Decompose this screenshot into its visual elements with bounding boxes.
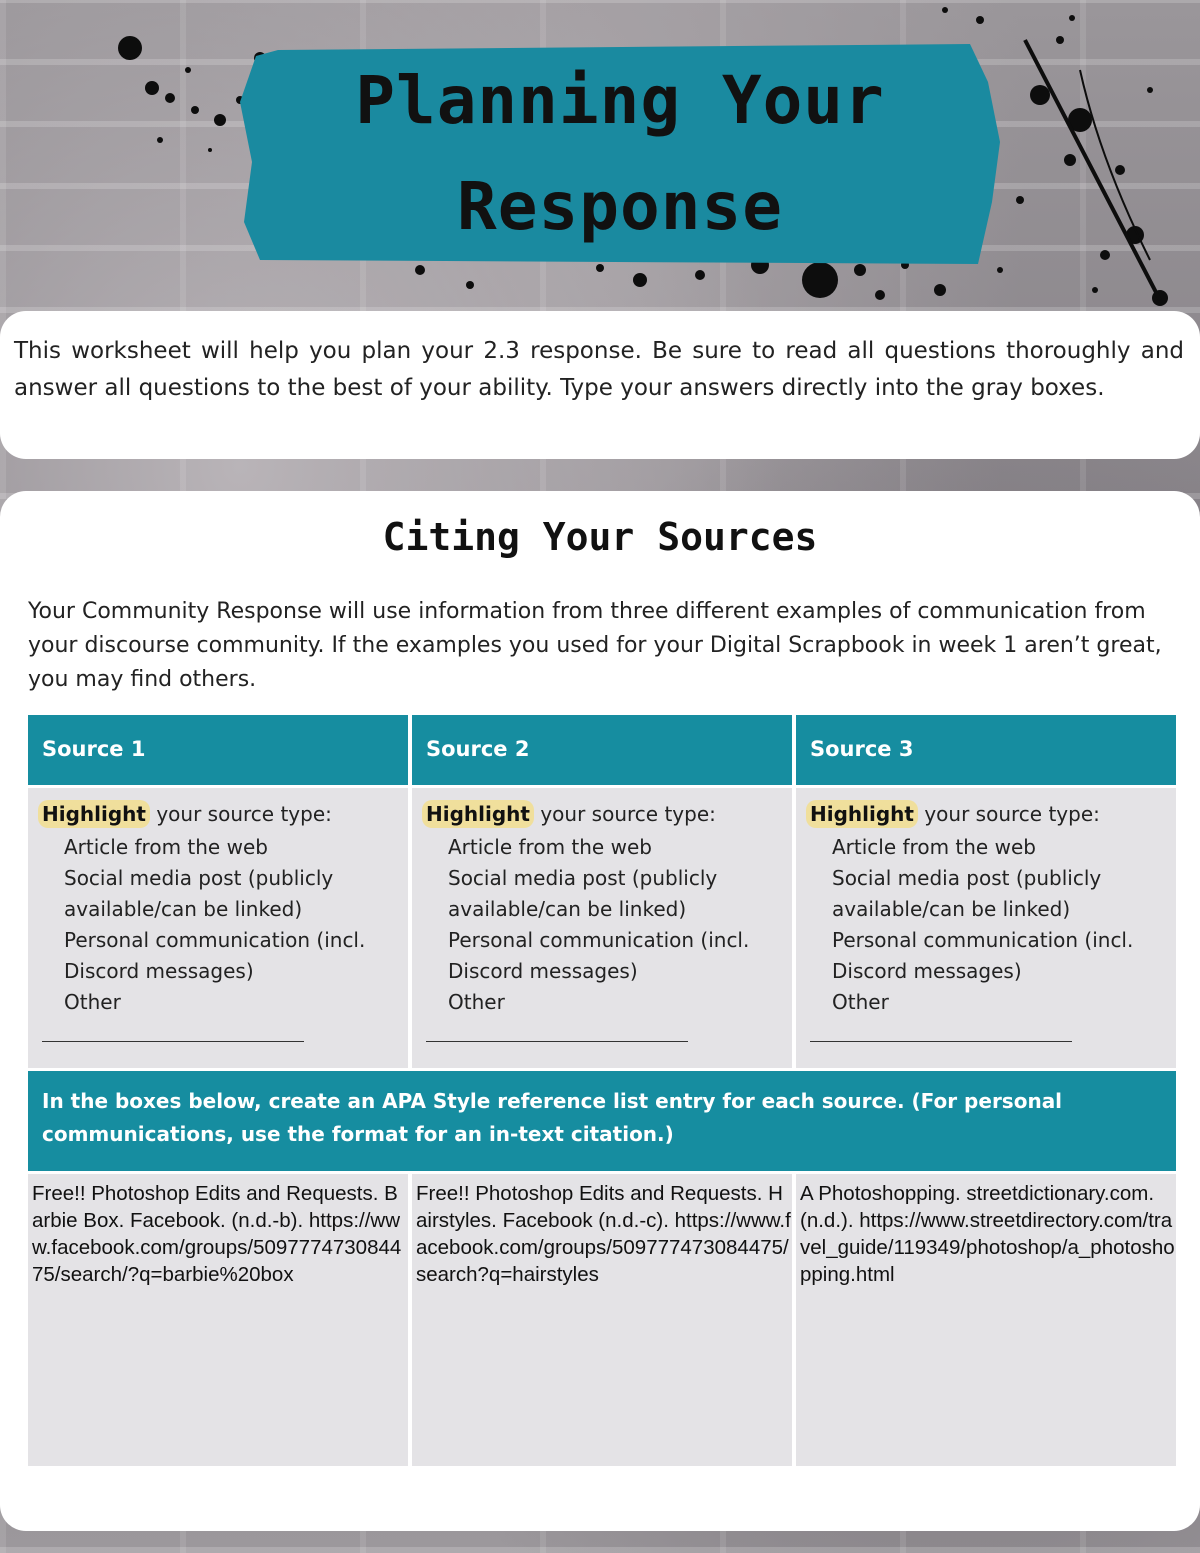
source-type-option[interactable]: available/can be linked): [448, 897, 687, 921]
title-banner: [240, 42, 1000, 264]
sources-card: [0, 491, 1200, 1531]
other-blank-line[interactable]: [426, 1041, 688, 1042]
highlight-label: Highlight: [38, 800, 150, 828]
apa-instruction-banner: [28, 1071, 1176, 1171]
source-1-header: [28, 715, 408, 785]
source-type-lead: your source type:: [917, 802, 1100, 826]
source-2-type-box[interactable]: [412, 788, 792, 1068]
source-type-option[interactable]: Personal communication (incl.: [64, 928, 366, 952]
source-type-option[interactable]: Other: [832, 990, 889, 1014]
source-2-header-label: Source 2: [426, 737, 530, 761]
source-type-prompt: [806, 802, 1100, 826]
source-1-reference-text[interactable]: Free!! Photoshop Edits and Requests. Barbie Box. Facebook. (n.d.-b). https://www.facebook.com/groups/509777473084475/search/?q=barbie%20box: [32, 1182, 402, 1286]
source-type-lead: your source type:: [149, 802, 332, 826]
source-type-option[interactable]: Personal communication (incl.: [832, 928, 1134, 952]
source-3-header-label: Source 3: [810, 737, 914, 761]
source-type-option[interactable]: Other: [448, 990, 505, 1014]
source-type-option[interactable]: available/can be linked): [832, 897, 1071, 921]
source-2-reference-box[interactable]: [412, 1174, 792, 1466]
source-1-reference-box[interactable]: [28, 1174, 408, 1466]
source-3-type-box[interactable]: [796, 788, 1176, 1068]
section-heading: Citing Your Sources: [382, 515, 818, 559]
source-2-reference-text[interactable]: Free!! Photoshop Edits and Requests. Hairstyles. Facebook (n.d.-c). https://www.facebook.com/groups/509777473084475/search?q=hairstyles: [416, 1182, 791, 1286]
section-intro: Your Community Response will use information from three different examples of communication from your discourse community. If the examples you used for your Digital Scrapbook in week 1 aren’t great, you may find others.: [28, 599, 1162, 692]
source-type-options: [448, 832, 749, 1018]
source-type-option[interactable]: Discord messages): [832, 959, 1022, 983]
highlight-label: Highlight: [422, 800, 534, 828]
page-title: [240, 48, 1000, 260]
title-line-1: Planning Your: [355, 62, 885, 139]
source-type-option[interactable]: Other: [64, 990, 121, 1014]
source-type-option[interactable]: Personal communication (incl.: [448, 928, 750, 952]
source-2-header: [412, 715, 792, 785]
apa-instruction-text: In the boxes below, create an APA Style reference list entry for each source. (For personal communications, use the format for an in-text citation.): [42, 1089, 1063, 1146]
source-3-header: [796, 715, 1176, 785]
intro-text: This worksheet will help you plan your 2.3 response. Be sure to read all questions thoroughly and answer all questions to the best of your ability. Type your answers directly into the gray boxes.: [14, 338, 1184, 401]
source-type-prompt: [38, 802, 332, 826]
source-type-prompt: [422, 802, 716, 826]
intro-card: [0, 311, 1200, 459]
source-type-option[interactable]: Article from the web: [64, 835, 268, 859]
source-type-option[interactable]: available/can be linked): [64, 897, 303, 921]
other-blank-line[interactable]: [42, 1041, 304, 1042]
source-1-type-box[interactable]: [28, 788, 408, 1068]
source-type-option[interactable]: Article from the web: [448, 835, 652, 859]
source-type-option[interactable]: Social media post (publicly: [832, 866, 1102, 890]
source-type-lead: your source type:: [533, 802, 716, 826]
source-type-options: [832, 832, 1133, 1018]
source-type-option[interactable]: Article from the web: [832, 835, 1036, 859]
source-3-reference-box[interactable]: [796, 1174, 1176, 1466]
source-type-option[interactable]: Social media post (publicly: [64, 866, 334, 890]
source-type-option[interactable]: Discord messages): [448, 959, 638, 983]
source-3-reference-text[interactable]: A Photoshopping. streetdictionary.com. (n.d.). https://www.streetdirectory.com/travel_guide/119349/photoshop/a_photoshopping.html: [800, 1182, 1175, 1286]
source-type-option[interactable]: Discord messages): [64, 959, 254, 983]
source-type-option[interactable]: Social media post (publicly: [448, 866, 718, 890]
other-blank-line[interactable]: [810, 1041, 1072, 1042]
title-line-2: Response: [457, 168, 783, 245]
source-1-header-label: Source 1: [42, 737, 146, 761]
source-type-options: [64, 832, 365, 1018]
highlight-label: Highlight: [806, 800, 918, 828]
